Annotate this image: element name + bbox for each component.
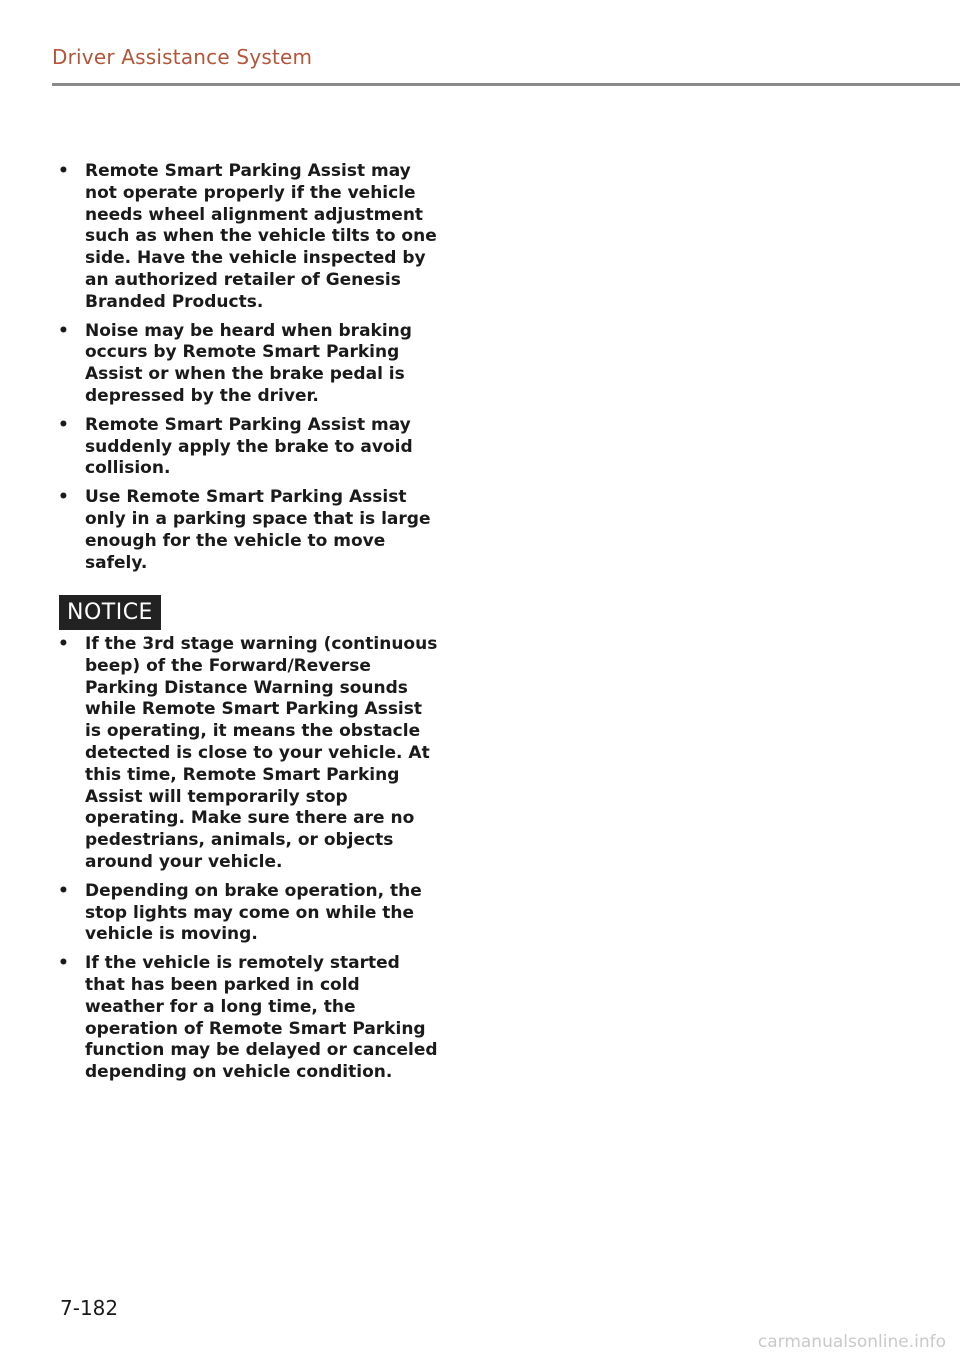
list-item bbox=[58, 953, 438, 1084]
list-item-text: If the vehicle is remotely started that has been parked in cold weather for a long time, the operation of Remote Smart Parking function may be delayed or canceled depending on vehicle condition. bbox=[85, 953, 438, 1083]
list-item bbox=[58, 161, 438, 314]
list-item-text: Use Remote Smart Parking Assist only in a parking space that is large enough for the vehicle to move safely. bbox=[85, 487, 431, 573]
list-item bbox=[58, 634, 438, 874]
bullet-icon: • bbox=[58, 880, 69, 901]
bullet-icon: • bbox=[58, 953, 69, 974]
list-item bbox=[58, 487, 438, 574]
caution-list bbox=[58, 161, 438, 581]
page-number: 7-182 bbox=[60, 1296, 119, 1320]
list-item bbox=[58, 321, 438, 408]
watermark: carmanualsonline.info bbox=[757, 1332, 946, 1352]
list-item-text: Depending on brake operation, the stop lights may come on while the vehicle is moving. bbox=[85, 880, 422, 945]
section-title: Driver Assistance System bbox=[52, 45, 313, 69]
bullet-icon: • bbox=[58, 414, 69, 435]
header-divider bbox=[52, 83, 960, 86]
list-item-text: If the 3rd stage warning (continuous beep) of the Forward/Reverse Parking Distance Warning sounds while Remote Smart Parking Assist is operating, it means the obstacle detected is close to your vehicle. At this time, Remote Smart Parking Assist will temporarily stop operating. Make sure there are no pedestrians, animals, or objects around your vehicle. bbox=[85, 634, 438, 872]
bullet-icon: • bbox=[58, 161, 69, 181]
list-item-text: Noise may be heard when braking occurs by Remote Smart Parking Assist or when the brake pedal is depressed by the driver. bbox=[85, 320, 412, 406]
list-item bbox=[58, 415, 438, 480]
bullet-icon: • bbox=[58, 634, 69, 654]
bullet-icon: • bbox=[58, 487, 69, 508]
list-item-text: Remote Smart Parking Assist may suddenly apply the brake to avoid collision. bbox=[85, 414, 413, 479]
bullet-icon: • bbox=[58, 320, 69, 341]
list-item-text: Remote Smart Parking Assist may not operate properly if the vehicle needs wheel alignment adjustment such as when the vehicle tilts to one side. Have the vehicle inspected by an authorized retailer of Genesis Branded Products. bbox=[85, 161, 437, 312]
notice-list bbox=[58, 634, 438, 1091]
notice-badge: NOTICE bbox=[59, 595, 161, 630]
list-item bbox=[58, 881, 438, 946]
